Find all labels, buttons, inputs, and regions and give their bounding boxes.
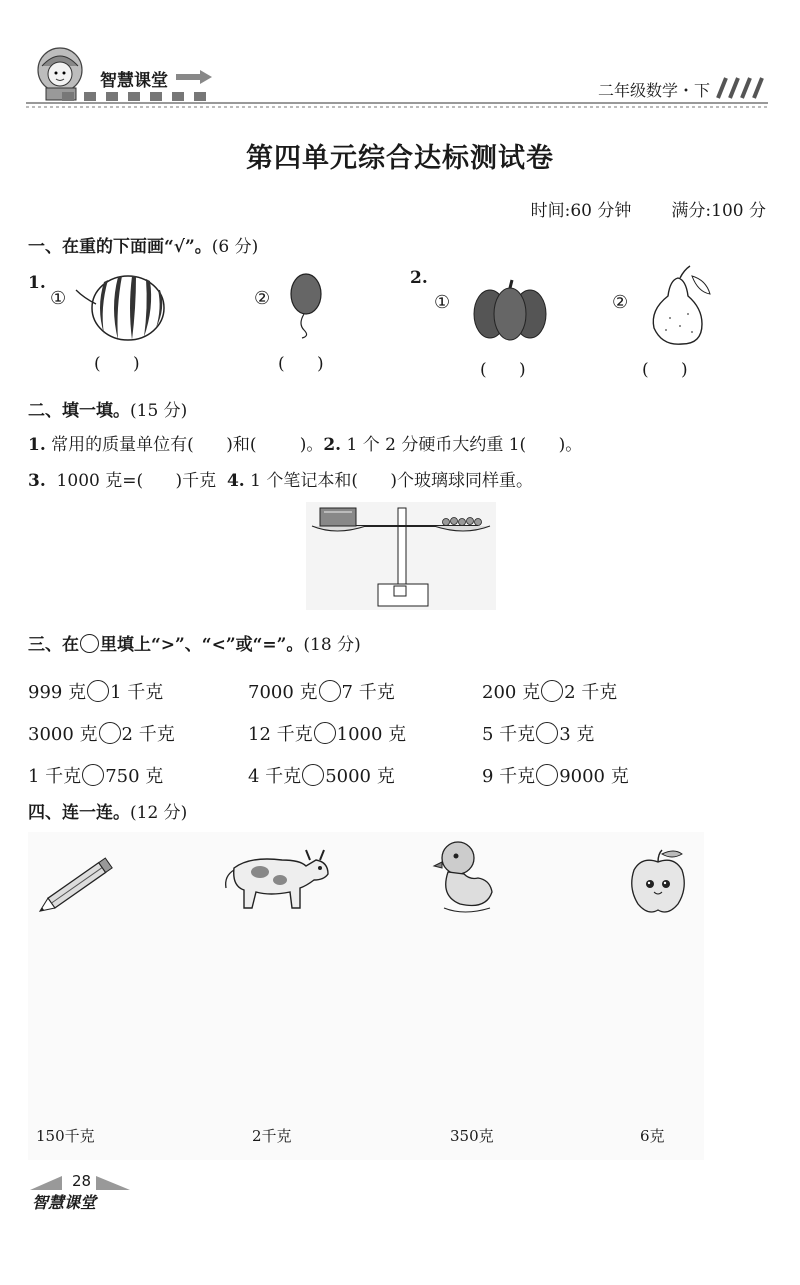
header-arrow-icon [176,70,212,84]
s2-q2-text: 1 个 2 分硬币大约重 1( )。 [341,435,583,455]
s2-q3-text: 1000 克=( )千克 [45,471,227,491]
page-number: 28 [72,1172,92,1190]
apple-icon [628,848,688,916]
compare-item: 7000 克 7 千克 [248,682,395,703]
header-brand: 智慧课堂 [100,71,168,91]
header-dots [62,92,222,102]
compare-circle[interactable] [536,764,558,786]
s1-q1-answer1[interactable]: ( ) [94,354,140,374]
compare-item: 1 千克 750 克 [28,766,164,787]
s2-q4-text: 1 个笔记本和( )个玻璃球同样重。 [244,471,534,491]
s1-q1-option2-label: ② [254,288,271,309]
balance-scale-icon [306,502,496,610]
s1-q1-number: 1. [28,273,46,293]
compare-item: 999 克 1 千克 [28,682,164,703]
pumpkin-icon [470,278,550,342]
compare-circle[interactable] [99,722,121,744]
s2-q1-text: 常用的质量单位有( )和( )。 [45,435,324,455]
section4-heading: 四、连一连。(12 分) [28,803,188,823]
test-meta [531,196,766,221]
time-limit: 时间:60 分钟 [530,201,632,221]
compare-circle[interactable] [82,764,104,786]
compare-circle[interactable] [302,764,324,786]
weight-label-3[interactable]: 350克 [450,1127,494,1145]
page-title: 第四单元综合达标测试卷 [246,143,554,174]
section1-heading: 一、在重的下面画“√”。(6 分) [28,237,259,257]
section3-heading: 三、在 里填上“>”、“<”或“=”。(18 分) [28,635,361,655]
compare-circle[interactable] [536,722,558,744]
header-rule [26,102,768,108]
weight-label-1[interactable]: 150千克 [36,1127,95,1145]
compare-circle[interactable] [87,680,109,702]
watermelon-icon [74,268,170,344]
s1-q2-answer2[interactable]: ( ) [642,360,688,380]
s1-q2-option2-label: ② [612,292,629,313]
compare-item: 5 千克 3 克 [482,724,595,745]
circle-icon [80,634,99,653]
matching-area[interactable] [28,832,704,1160]
header-subject: 二年级数学・下 [597,81,710,100]
s1-q1-option1-label: ① [50,288,67,309]
compare-circle[interactable] [314,722,336,744]
cow-icon [220,840,334,914]
duck-icon [434,836,498,916]
pencil-icon [38,856,120,914]
section2-heading: 二、填一填。(15 分) [28,401,188,421]
compare-item: 4 千克 5000 克 [248,766,395,787]
s1-q2-number: 2. [410,268,428,288]
s2-line2: 3. 1000 克=( )千克 4. 1 个笔记本和( )个玻璃球同样重。 [28,471,534,491]
header-slashes-icon [714,78,770,98]
weight-label-2[interactable]: 2千克 [252,1127,292,1145]
s1-q2-answer1[interactable]: ( ) [480,360,526,380]
compare-item: 12 千克 1000 克 [248,724,407,745]
footer-brand: 智慧课堂 [32,1193,97,1212]
compare-item: 9 千克 9000 克 [482,766,629,787]
full-score: 满分:100 分 [671,201,766,221]
s1-q2-option1-label: ① [434,292,451,313]
s2-line1: 1. 常用的质量单位有( )和( )。2. 1 个 2 分硬币大约重 1( )。 [28,435,583,455]
s1-q1-answer2[interactable]: ( ) [278,354,324,374]
compare-item: 200 克 2 千克 [482,682,618,703]
weight-label-4[interactable]: 6克 [640,1127,665,1145]
compare-circle[interactable] [319,680,341,702]
balloon-icon [284,272,324,338]
pear-icon [640,266,716,346]
compare-item: 3000 克 2 千克 [28,724,175,745]
compare-circle[interactable] [541,680,563,702]
